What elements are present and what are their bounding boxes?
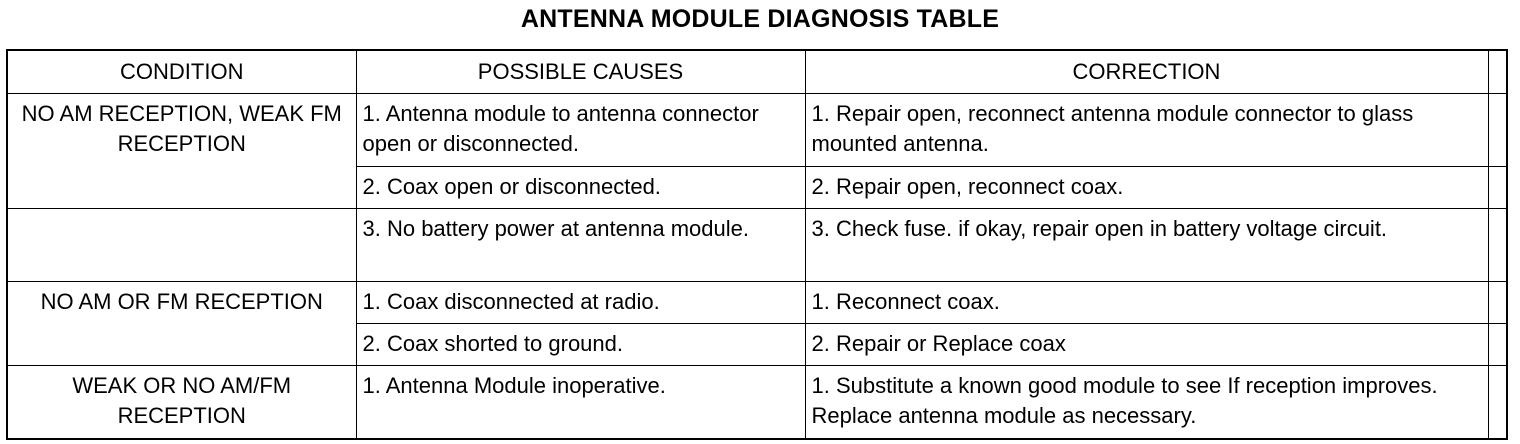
- header-condition: CONDITION: [7, 50, 356, 94]
- blank-cell: [1488, 94, 1507, 167]
- blank-cell: [1488, 167, 1507, 209]
- blank-cell: [1488, 366, 1507, 439]
- correction-cell: 2. Repair or Replace coax: [805, 324, 1488, 366]
- cause-cell: 1. Antenna Module inoperative.: [356, 366, 805, 439]
- correction-cell: 1. Reconnect coax.: [805, 282, 1488, 324]
- table-header-row: [7, 50, 1507, 94]
- condition-cell: WEAK OR NO AM/FM RECEPTION: [7, 366, 356, 439]
- blank-cell: [1488, 324, 1507, 366]
- table-row: [7, 366, 1507, 439]
- condition-cell: NO AM OR FM RECEPTION: [7, 282, 356, 366]
- condition-cell: [7, 209, 356, 282]
- header-blank: [1488, 50, 1507, 94]
- correction-cell: 1. Substitute a known good module to see If reception improves. Replace antenna module as necessary.: [805, 366, 1488, 439]
- cause-cell: 1. Antenna module to antenna connector open or disconnected.: [356, 94, 805, 167]
- correction-cell: 3. Check fuse. if okay, repair open in battery voltage circuit.: [805, 209, 1488, 282]
- table-row: [7, 282, 1507, 324]
- correction-cell: 2. Repair open, reconnect coax.: [805, 167, 1488, 209]
- blank-cell: [1488, 282, 1507, 324]
- cause-cell: 1. Coax disconnected at radio.: [356, 282, 805, 324]
- header-correction: CORRECTION: [805, 50, 1488, 94]
- condition-cell: NO AM RECEPTION, WEAK FM RECEPTION: [7, 94, 356, 209]
- table-row: [7, 209, 1507, 282]
- page-title: ANTENNA MODULE DIAGNOSIS TABLE: [520, 5, 1000, 33]
- blank-cell: [1488, 209, 1507, 282]
- header-possible-causes: POSSIBLE CAUSES: [356, 50, 805, 94]
- cause-cell: 2. Coax shorted to ground.: [356, 324, 805, 366]
- diagnosis-table: [6, 49, 1508, 440]
- cause-cell: 3. No battery power at antenna module.: [356, 209, 805, 282]
- correction-cell: 1. Repair open, reconnect antenna module connector to glass mounted antenna.: [805, 94, 1488, 167]
- cause-cell: 2. Coax open or disconnected.: [356, 167, 805, 209]
- table-row: [7, 94, 1507, 167]
